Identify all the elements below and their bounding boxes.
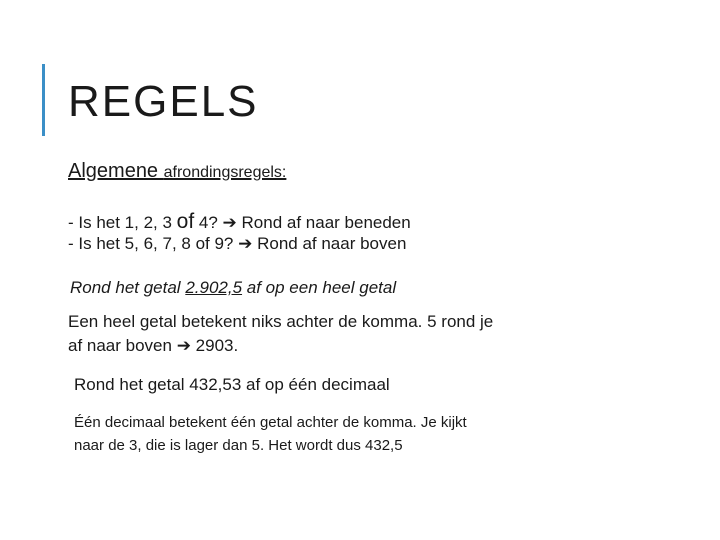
rule-round-up xyxy=(68,234,406,254)
rule2-text: - Is het 5, 6, 7, 8 of 9? xyxy=(68,234,239,253)
heading-text-small: afrondingsregels: xyxy=(163,164,287,181)
slide-title: REGELS xyxy=(68,77,259,126)
arrow-right-icon: ➔ xyxy=(238,234,253,253)
rules-heading xyxy=(68,160,286,183)
rule2-result: Rond af naar boven xyxy=(252,234,407,253)
example1-number: 2.902,5 xyxy=(185,278,243,297)
arrow-right-icon: ➔ xyxy=(176,336,191,355)
rule-round-down xyxy=(68,210,411,234)
example2-explanation-line2: naar de 3, die is lager dan 5. Het wordt dus 432,5 xyxy=(74,437,403,454)
example1-question-pre: Rond het getal xyxy=(70,278,186,297)
rule1-text-2: 4? xyxy=(194,213,223,232)
rule1-text: - Is het 1, 2, 3 xyxy=(68,213,177,232)
example1-question xyxy=(70,278,396,298)
title-accent-bar xyxy=(42,64,45,136)
example1-question-post: af op een heel getal xyxy=(242,278,397,297)
example1-explanation-line2 xyxy=(68,336,238,356)
example2-question: Rond het getal 432,53 af op één decimaal xyxy=(74,375,390,394)
heading-text: Algemene xyxy=(68,160,164,182)
example2-explanation-line1: Één decimaal betekent één getal achter de komma. Je kijkt xyxy=(74,414,467,431)
rule1-result: Rond af naar beneden xyxy=(236,213,411,232)
rule1-of: of xyxy=(176,210,195,233)
arrow-right-icon: ➔ xyxy=(222,213,237,232)
example1-explanation-pre: af naar boven xyxy=(68,336,177,355)
example1-explanation-line1: Een heel getal betekent niks achter de komma. 5 rond je xyxy=(68,312,494,331)
example1-explanation-post: 2903. xyxy=(190,336,239,355)
